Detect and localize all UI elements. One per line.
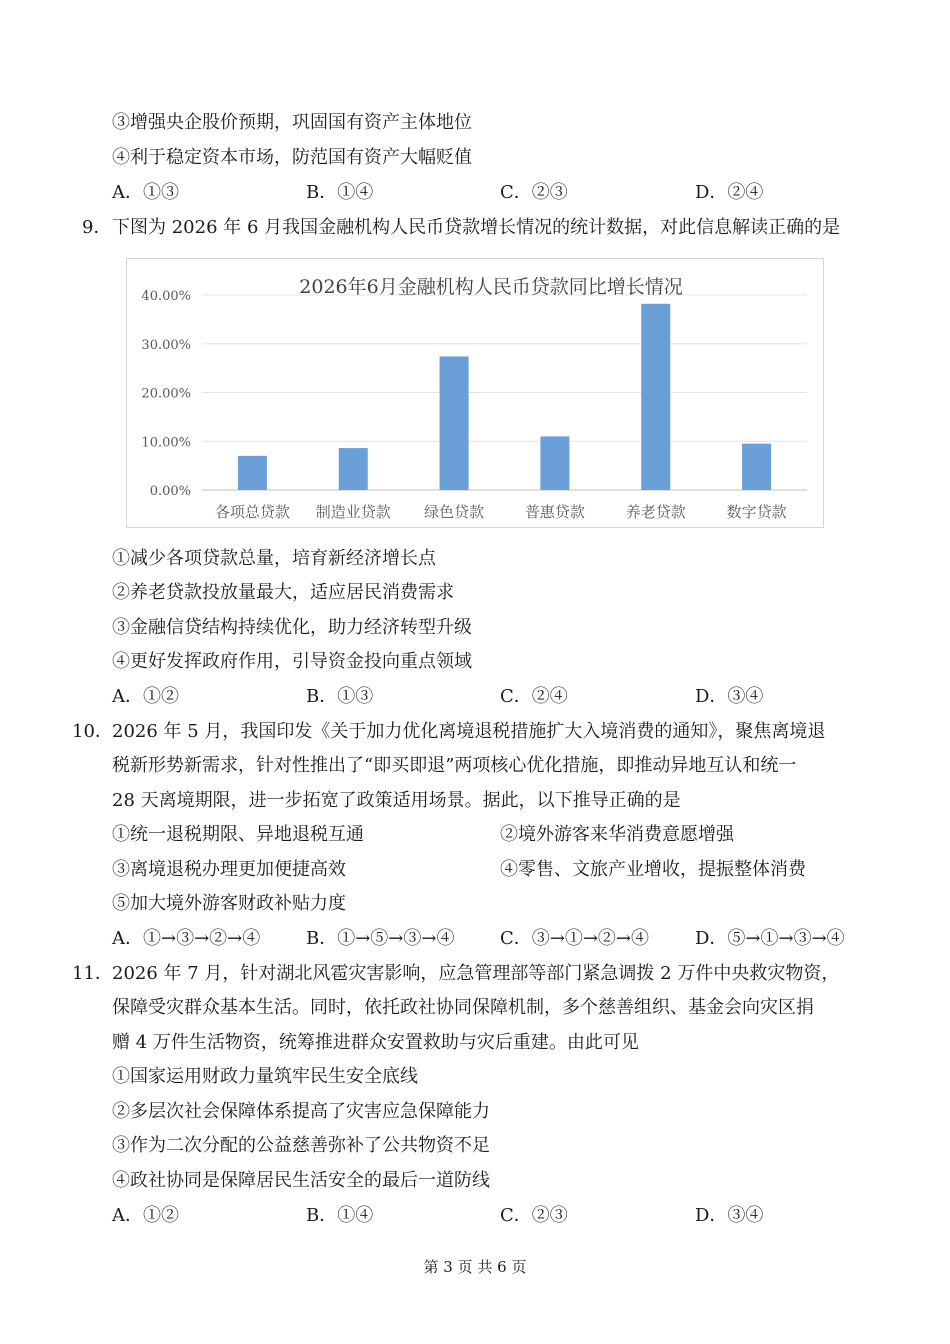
page-footer: 第 3 页 共 6 页 — [423, 1258, 527, 1276]
y-tick-label: 0.00% — [149, 484, 191, 499]
bar-2 — [339, 448, 368, 490]
q11-option-b: B．①④ — [306, 1205, 374, 1226]
q10-option-d: D．⑤→①→③→④ — [695, 928, 845, 949]
q10-item-3: ③离境退税办理更加便捷高效 — [112, 859, 346, 880]
q10-option-b: B．①→⑤→③→④ — [306, 928, 455, 949]
loan-growth-chart — [126, 258, 824, 528]
y-tick-label: 10.00% — [141, 435, 191, 451]
q9-option-d: D．③④ — [695, 686, 764, 707]
q8-option-c: C．②③ — [500, 182, 568, 203]
q10-option-a: A．①→③→②→④ — [112, 928, 261, 949]
q11-item-2: ②多层次社会保障体系提高了灾害应急保障能力 — [112, 1101, 490, 1122]
q9-number: 9． — [82, 217, 112, 238]
q11-stem-line-1: 2026 年 7 月，针对湖北风雹灾害影响，应急管理部等部门紧急调拨 2 万件中央救灾物资， — [112, 963, 840, 984]
chart-svg — [127, 259, 823, 527]
q10-item-2: ②境外游客来华消费意愿增强 — [500, 824, 734, 845]
y-tick-label: 20.00% — [141, 386, 191, 402]
bar-5 — [641, 304, 670, 490]
q11-item-4: ④政社协同是保障居民生活安全的最后一道防线 — [112, 1170, 490, 1191]
y-tick-label: 30.00% — [141, 337, 191, 353]
q9-item-3: ③金融信贷结构持续优化，助力经济转型升级 — [112, 617, 472, 638]
q8-option-d: D．②④ — [695, 182, 764, 203]
x-tick-label: 绿色贷款 — [424, 503, 485, 521]
q8-option-a: A．①③ — [112, 182, 179, 203]
q8-item-4: ④利于稳定资本市场，防范国有资产大幅贬值 — [112, 147, 472, 168]
q8-item-3: ③增强央企股价预期，巩固国有资产主体地位 — [112, 112, 472, 133]
q11-option-c: C．②③ — [500, 1205, 568, 1226]
x-tick-label: 普惠贷款 — [524, 503, 585, 521]
bar-1 — [238, 456, 267, 490]
q11-number: 11． — [72, 963, 113, 984]
q9-item-2: ②养老贷款投放量最大，适应居民消费需求 — [112, 582, 454, 603]
x-tick-label: 制造业贷款 — [315, 503, 391, 521]
q9-item-1: ①减少各项贷款总量，培育新经济增长点 — [112, 548, 436, 569]
q9-stem: 下图为 2026 年 6 月我国金融机构人民币贷款增长情况的统计数据，对此信息解读正确的是 — [112, 217, 841, 238]
x-tick-label: 各项总贷款 — [214, 503, 290, 521]
y-tick-label: 40.00% — [141, 289, 191, 304]
q11-item-3: ③作为二次分配的公益慈善弥补了公共物资不足 — [112, 1135, 490, 1156]
q10-item-4: ④零售、文旅产业增收，提振整体消费 — [500, 859, 806, 880]
q10-item-5: ⑤加大境外游客财政补贴力度 — [112, 893, 346, 914]
q9-item-4: ④更好发挥政府作用，引导资金投向重点领域 — [112, 651, 472, 672]
q10-option-c: C．③→①→②→④ — [500, 928, 650, 949]
q11-option-a: A．①② — [112, 1205, 179, 1226]
q10-stem-line-1: 2026 年 5 月，我国印发《关于加力优化离境退税措施扩大入境消费的通知》，聚焦离境退 — [112, 721, 826, 742]
bar-4 — [540, 436, 569, 490]
chart-title: 2026年6月金融机构人民币贷款同比增长情况 — [299, 276, 683, 298]
q10-number: 10． — [72, 721, 113, 742]
q10-stem-line-2: 税新形势新需求，针对性推出了“即买即退”两项核心优化措施，即推动异地互认和统一 — [112, 755, 797, 776]
q10-stem-line-3: 28 天离境期限，进一步拓宽了政策适用场景。据此，以下推导正确的是 — [112, 790, 681, 811]
q9-option-c: C．②④ — [500, 686, 568, 707]
q9-option-a: A．①② — [112, 686, 179, 707]
q10-item-1: ①统一退税期限、异地退税互通 — [112, 824, 364, 845]
q9-option-b: B．①③ — [306, 686, 374, 707]
x-tick-label: 养老贷款 — [625, 503, 686, 521]
bar-3 — [440, 356, 469, 490]
q11-stem-line-3: 赠 4 万件生活物资，统筹推进群众安置救助与灾后重建。由此可见 — [112, 1032, 639, 1053]
q11-option-d: D．③④ — [695, 1205, 764, 1226]
x-tick-label: 数字贷款 — [726, 503, 787, 521]
q8-option-b: B．①④ — [306, 182, 374, 203]
q11-item-1: ①国家运用财政力量筑牢民生安全底线 — [112, 1066, 418, 1087]
q11-stem-line-2: 保障受灾群众基本生活。同时，依托政社协同保障机制，多个慈善组织、基金会向灾区捐 — [112, 997, 814, 1018]
bar-6 — [742, 444, 771, 490]
